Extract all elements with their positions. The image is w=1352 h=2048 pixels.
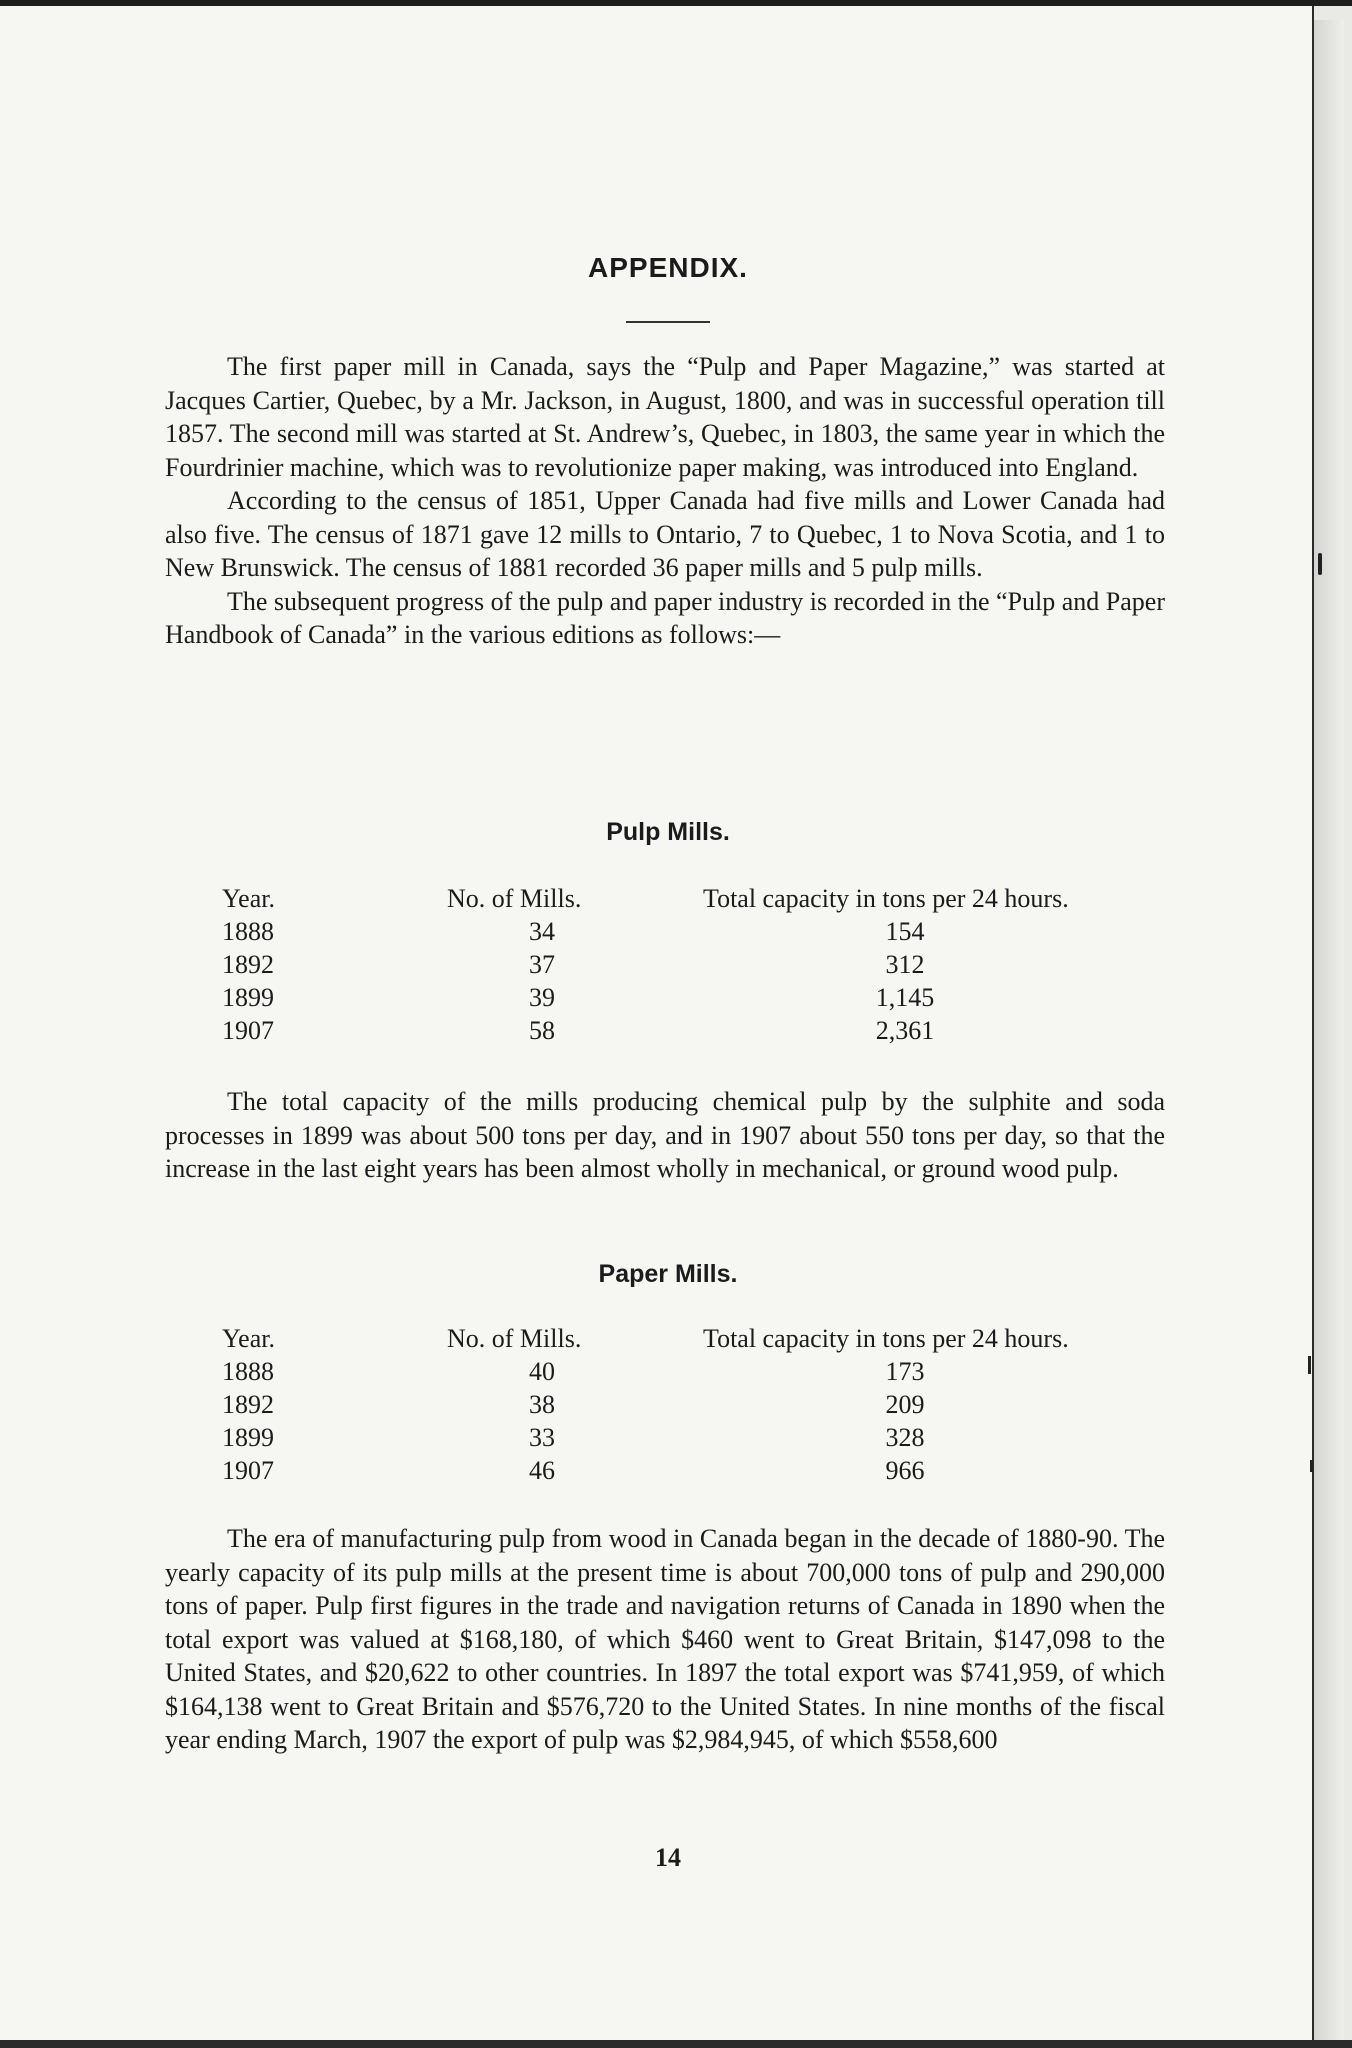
table-row bbox=[0, 983, 1352, 1016]
cell-mills: 39 bbox=[529, 983, 555, 1012]
scan-mark bbox=[1318, 553, 1322, 575]
intro-paragraph: The first paper mill in Canada, says the “Pulp and Paper Magazine,” was started at Jacques Cartier, Quebec, by a Mr. Jackson, in August, 1800, and was in successful operation till 1857. The second mill was started at St. Andrew’s, Quebec, in 1803, the same year in which the Fourdrinier machine, which was to revolutionize paper making, was introduced into England. bbox=[165, 352, 1165, 482]
intro-text bbox=[165, 350, 1165, 652]
table-row bbox=[0, 1390, 1352, 1423]
final-text bbox=[165, 1522, 1165, 1757]
cell-capacity: 312 bbox=[885, 950, 925, 979]
cell-mills: 33 bbox=[529, 1423, 555, 1452]
cell-year: 1892 bbox=[222, 950, 274, 979]
cell-year: 1907 bbox=[222, 1456, 274, 1485]
table-row bbox=[0, 950, 1352, 983]
cell-mills: 34 bbox=[529, 917, 555, 946]
cell-capacity: 328 bbox=[885, 1423, 925, 1452]
cell-mills: 38 bbox=[529, 1390, 555, 1419]
column-header-year: Year. bbox=[222, 1324, 275, 1353]
cell-capacity: 209 bbox=[885, 1390, 925, 1419]
paper-mills-heading: Paper Mills. bbox=[598, 1260, 738, 1288]
cell-capacity: 1,145 bbox=[875, 983, 935, 1012]
pulp-mills-table bbox=[0, 884, 1352, 1049]
middle-text bbox=[165, 1085, 1165, 1186]
cell-mills: 40 bbox=[529, 1357, 555, 1386]
pulp-mills-heading: Pulp Mills. bbox=[606, 818, 730, 846]
table-row bbox=[0, 917, 1352, 950]
table-row bbox=[0, 1016, 1352, 1049]
column-header-mills: No. of Mills. bbox=[447, 1324, 582, 1353]
cell-mills: 46 bbox=[529, 1456, 555, 1485]
cell-year: 1888 bbox=[222, 917, 274, 946]
body-paragraph: The era of manufacturing pulp from wood in Canada began in the decade of 1880-90. The yearly capacity of its pulp mills at the present time is about 700,000 tons of pulp and 290,000 tons of paper. Pulp first figures in the trade and navigation returns of Canada in 1890 when the total export was valued at $168,180, of which $460 went to Great Britain, $147,098 to the United States, and $20,622 to other countries. In 1897 the total export was $741,959, of which $164,138 went to Great Britain and $576,720 to the United States. In nine months of the fiscal year ending March, 1907 the export of pulp was $2,984,945, of which $558,600 bbox=[165, 1524, 1165, 1754]
cell-year: 1899 bbox=[222, 1423, 274, 1452]
intro-paragraph: The subsequent progress of the pulp and paper industry is recorded in the “Pulp and Paper Handbook of Canada” in the various editions as follows:— bbox=[165, 586, 1165, 649]
column-header-mills: No. of Mills. bbox=[447, 884, 582, 913]
cell-year: 1888 bbox=[222, 1357, 274, 1386]
cell-capacity: 966 bbox=[885, 1456, 925, 1485]
body-paragraph: The total capacity of the mills producing chemical pulp by the sulphite and soda processes in 1899 was about 500 tons per day, and in 1907 about 550 tons per day, so that the increase in the last eight years has been almost wholly in mechanical, or ground wood pulp. bbox=[165, 1087, 1165, 1183]
page-title: APPENDIX. bbox=[588, 252, 748, 283]
table-row bbox=[0, 1456, 1352, 1489]
page-number: 14 bbox=[655, 1843, 681, 1872]
table-header bbox=[0, 884, 1352, 917]
column-header-year: Year. bbox=[222, 884, 275, 913]
page-bottom-edge bbox=[0, 2040, 1352, 2048]
table-row bbox=[0, 1357, 1352, 1390]
cell-year: 1899 bbox=[222, 983, 274, 1012]
table-header bbox=[0, 1324, 1352, 1357]
column-header-capacity: Total capacity in tons per 24 hours. bbox=[703, 884, 1069, 913]
cell-year: 1907 bbox=[222, 1016, 274, 1045]
title-divider bbox=[626, 321, 710, 323]
cell-capacity: 2,361 bbox=[875, 1016, 935, 1045]
cell-capacity: 173 bbox=[885, 1357, 925, 1386]
table-row bbox=[0, 1423, 1352, 1456]
cell-mills: 37 bbox=[529, 950, 555, 979]
cell-capacity: 154 bbox=[885, 917, 925, 946]
intro-paragraph: According to the census of 1851, Upper Canada had five mills and Lower Canada had also five. The census of 1871 gave 12 mills to Ontario, 7 to Quebec, 1 to Nova Scotia, and 1 to New Brunswick. The census of 1881 recorded 36 paper mills and 5 pulp mills. bbox=[165, 486, 1165, 582]
column-header-capacity: Total capacity in tons per 24 hours. bbox=[703, 1324, 1069, 1353]
cell-mills: 58 bbox=[529, 1016, 555, 1045]
paper-mills-table bbox=[0, 1324, 1352, 1489]
cell-year: 1892 bbox=[222, 1390, 274, 1419]
